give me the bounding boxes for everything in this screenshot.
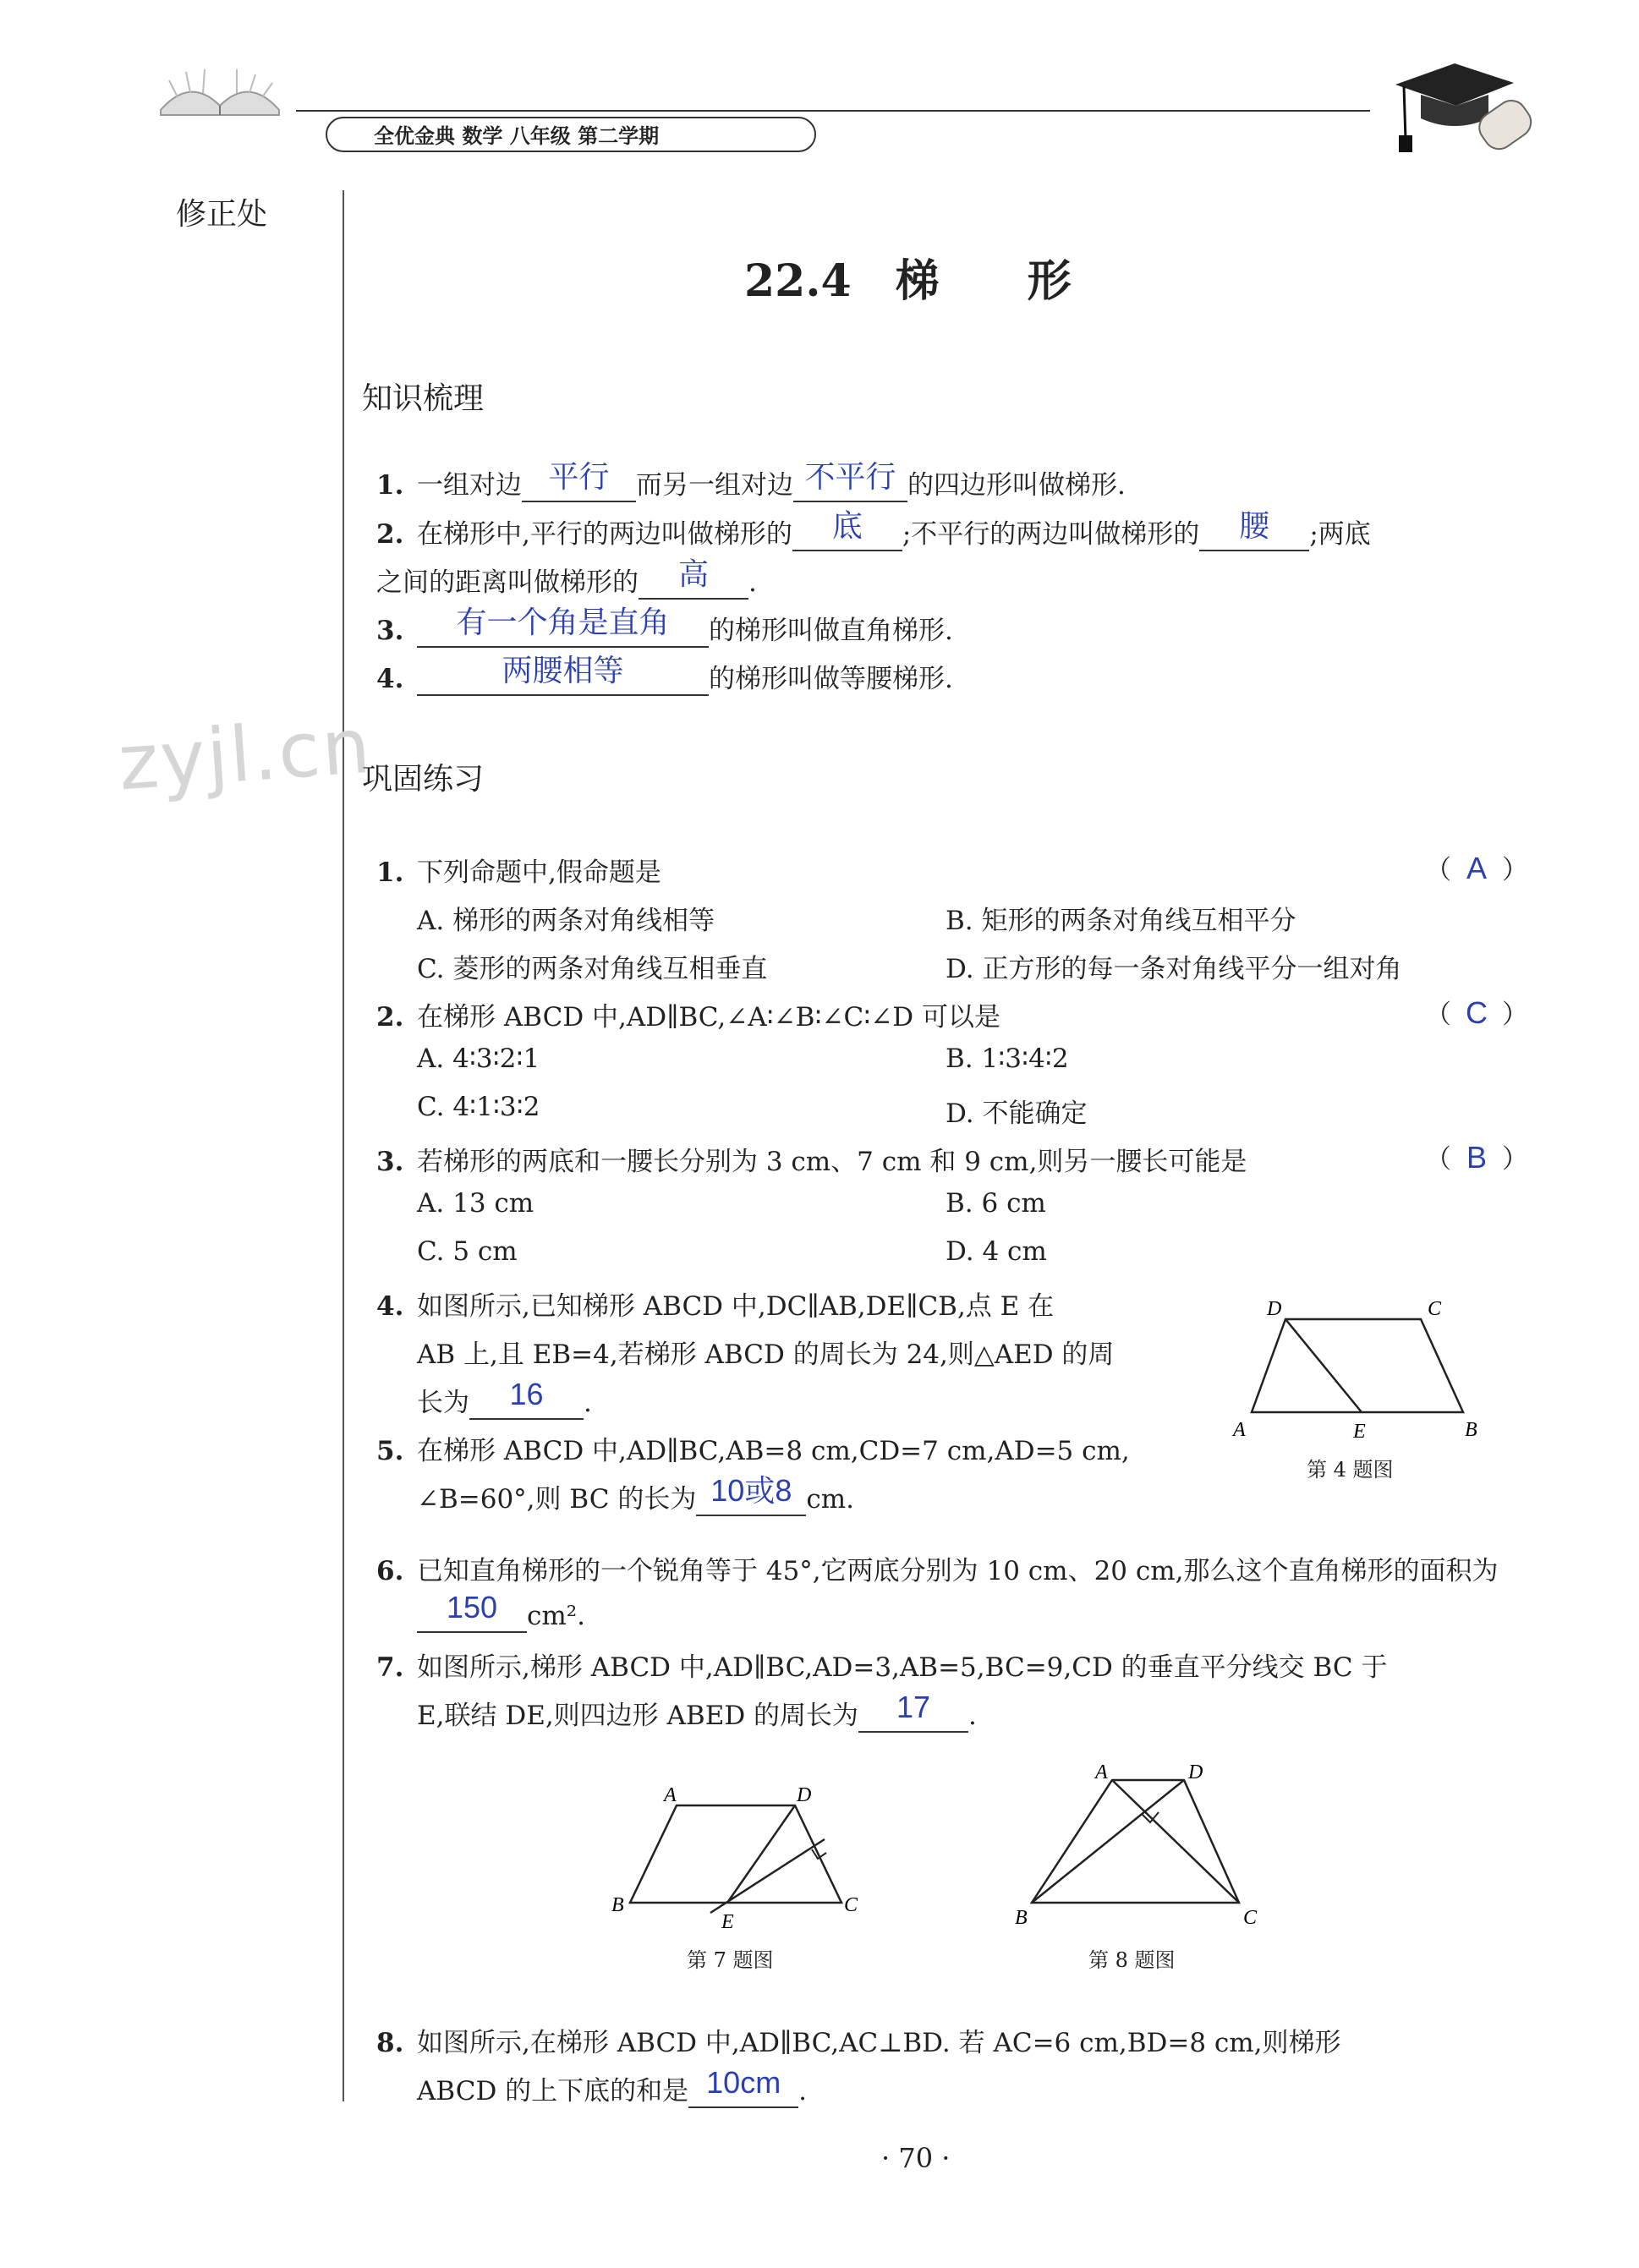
question-stem: 如图所示,在梯形 ABCD 中,AD∥BC,AC⊥BD. 若 AC=6 cm,BD=8 cm,则梯形 [417,2028,1341,2058]
knowledge-q3 [376,605,953,648]
option-d: D. 不能确定 [946,1098,1088,1129]
practice-q6 [376,1549,1498,1587]
answer-blank [1199,508,1309,551]
question-stem-cont: AB 上,且 EB=4,若梯形 ABCD 的周长为 24,则△AED 的周 [417,1339,1115,1370]
label-b: B [1465,1419,1477,1441]
option-b: B. 矩形的两条对角线互相平分 [946,906,1296,936]
label-a: A [664,1784,677,1806]
page-number: · 70 · [881,2142,951,2174]
trapezoid-abcd [1252,1319,1463,1412]
text: 长为 [417,1388,469,1418]
option-a: A. 4∶3∶2∶1 [417,1044,540,1074]
answer-blank [417,605,709,648]
label-a: A [1233,1419,1246,1441]
question-stem: 在梯形 ABCD 中,AD∥BC,AB=8 cm,CD=7 cm,AD=5 cm, [417,1436,1130,1466]
label-c: C [844,1894,858,1916]
text: 的梯形叫做直角梯形. [709,616,953,646]
answer: 两腰相等 [502,653,624,688]
answer-blank [469,1377,584,1420]
option-a: A. 13 cm [417,1188,534,1219]
text: ∠B=60°,则 BC 的长为 [417,1484,697,1515]
practice-q4-blank-line [417,1377,592,1420]
label-e: E [721,1911,734,1933]
label-d: D [1267,1298,1282,1320]
answer: 底 [831,508,863,543]
answer-blank [688,2065,798,2108]
header-rule [296,110,1370,112]
practice-q6-blank-line [417,1590,586,1633]
question-stem: 若梯形的两底和一腰长分别为 3 cm、7 cm 和 9 cm,则另一腰长可能是 [417,1147,1247,1177]
option-c: C. 4∶1∶3∶2 [417,1092,540,1122]
label-e: E [1353,1421,1366,1443]
trapezoid-abcd [1032,1780,1239,1903]
question-number: 2. [376,519,404,550]
text: E,联结 DE,则四边形 ABED 的周长为 [417,1701,859,1731]
question-stem: 如图所示,已知梯形 ABCD 中,DC∥AB,DE∥CB,点 E 在 [417,1291,1055,1322]
figure-8 [1011,1763,1281,1932]
watermark: zyjl.cn [115,701,375,808]
question-number: 8. [376,2028,404,2058]
segment-de [1285,1319,1362,1412]
practice-q2 [376,995,1000,1033]
answer: B [1466,1140,1487,1175]
knowledge-q2 [376,508,1371,551]
practice-q3 [376,1140,1247,1178]
text: 而另一组对边 [636,470,793,501]
answer-bracket: （ B ） [1425,1140,1528,1175]
diagonal-ac [1112,1780,1239,1903]
answer-blank [793,459,907,502]
figure-7 [596,1776,875,1937]
practice-q5-blank-line [417,1473,854,1516]
answer-blank [417,653,709,696]
text: cm. [806,1484,854,1515]
section-knowledge: 知识梳理 [362,381,485,416]
option-d: D. 正方形的每一条对角线平分一组对角 [946,954,1402,984]
answer: 腰 [1239,508,1270,543]
answer: 150 [446,1590,498,1624]
answer-blank [696,1473,806,1516]
section-practice: 巩固练习 [362,762,485,797]
option-a: A. 梯形的两条对角线相等 [417,906,715,936]
text: . [748,567,757,598]
label-d: D [1188,1763,1203,1783]
answer-bracket: （ A ） [1425,851,1528,885]
question-number: 2. [376,1002,404,1033]
open-book-icon [152,59,288,127]
label-d: D [797,1784,812,1806]
question-number: 5. [376,1436,404,1466]
knowledge-q4 [376,653,953,696]
figure-4 [1218,1285,1497,1446]
trapezoid-abcd [630,1805,841,1903]
knowledge-q2-cont [376,556,757,600]
option-c: C. 5 cm [417,1236,518,1267]
text: . [968,1701,977,1731]
text: 一组对边 [417,470,522,501]
answer-blank [792,508,902,551]
answer: 不平行 [804,459,896,494]
label-a: A [1095,1763,1108,1783]
option-c: C. 菱形的两条对角线互相垂直 [417,954,768,984]
answer-blank [417,1590,527,1633]
text: cm². [527,1601,586,1631]
question-number: 4. [376,664,404,694]
question-number: 3. [376,1147,404,1177]
practice-q5 [376,1429,1130,1467]
practice-q4 [376,1285,1054,1323]
practice-q8-blank-line [417,2065,808,2108]
question-number: 7. [376,1652,404,1683]
answer: 平行 [548,459,610,494]
answer-blank [639,556,748,600]
segment-de [727,1805,795,1903]
practice-q1 [376,851,661,889]
option-b: B. 1∶3∶4∶2 [946,1044,1069,1074]
question-number: 1. [376,470,404,501]
page-title: 22.4 梯 形 [744,255,1072,307]
figure-8-caption: 第 8 题图 [1088,1948,1176,1972]
text: 之间的距离叫做梯形的 [376,567,639,598]
label-b: B [611,1894,624,1916]
answer: 10cm [706,2065,781,2100]
text: 的梯形叫做等腰梯形. [709,664,953,694]
text: 的四边形叫做梯形. [907,470,1126,501]
answer-bracket: （ C ） [1425,995,1528,1030]
knowledge-q1 [376,459,1126,502]
label-b: B [1015,1907,1028,1929]
text: ;不平行的两边叫做梯形的 [902,519,1200,550]
question-stem: 已知直角梯形的一个锐角等于 45°,它两底分别为 10 cm、20 cm,那么这个直角梯形的面积为 [417,1556,1499,1586]
text: ;两底 [1309,519,1371,550]
practice-q7-blank-line [417,1690,977,1733]
option-d: D. 4 cm [946,1236,1047,1267]
question-stem: 如图所示,梯形 ABCD 中,AD∥BC,AD=3,AB=5,BC=9,CD 的垂直平分线交 BC 于 [417,1652,1388,1683]
question-number: 4. [376,1291,404,1322]
margin-note: 修正处 [176,197,268,232]
answer: 有一个角是直角 [456,605,670,639]
text: ABCD 的上下底的和是 [417,2076,689,2106]
header-banner: 全优金典 数学 八年级 第二学期 [326,117,816,152]
margin-rule [343,190,344,2101]
question-stem: 在梯形 ABCD 中,AD∥BC,∠A∶∠B∶∠C∶∠D 可以是 [417,1002,1000,1033]
graduation-cap-icon [1387,59,1539,161]
answer: 17 [896,1690,931,1724]
answer: C [1466,995,1488,1030]
text: . [584,1388,592,1418]
diagonal-bd [1032,1780,1184,1903]
answer: 10或8 [710,1473,792,1508]
answer-blank [522,459,636,502]
practice-q7 [376,1646,1387,1684]
text: 在梯形中,平行的两边叫做梯形的 [417,519,792,550]
answer: 16 [509,1377,544,1411]
option-b: B. 6 cm [946,1188,1046,1219]
question-number: 6. [376,1556,404,1586]
label-c: C [1428,1298,1442,1320]
question-number: 3. [376,616,404,646]
answer: A [1466,851,1487,885]
answer-blank [858,1690,968,1733]
figure-7-caption: 第 7 题图 [687,1948,774,1972]
label-c: C [1243,1907,1258,1929]
answer: 高 [677,556,709,591]
text: . [798,2076,808,2106]
question-number: 1. [376,857,404,888]
practice-q8 [376,2021,1341,2059]
figure-4-caption: 第 4 题图 [1307,1458,1394,1482]
question-stem: 下列命题中,假命题是 [417,857,661,888]
